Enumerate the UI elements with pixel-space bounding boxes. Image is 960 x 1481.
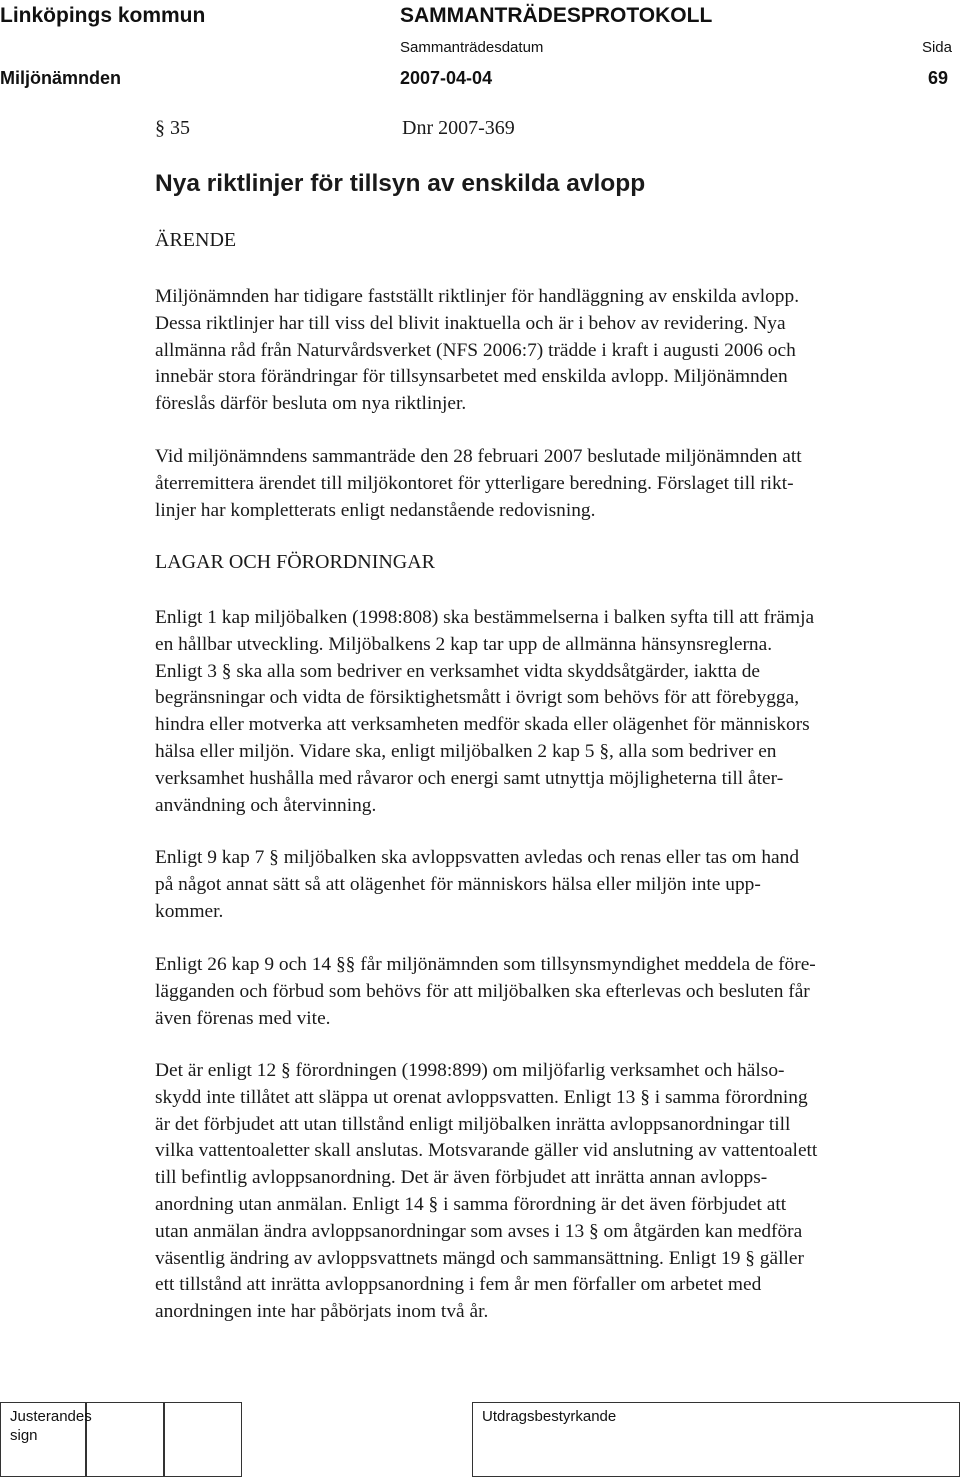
text-line: hälsa eller miljön. Vidare ska, enligt miljöbalken 2 kap 5 §, alla som bedriver en xyxy=(155,740,777,762)
text-line: Enligt 1 kap miljöbalken (1998:808) ska bestämmelserna i balken syfta till att främja xyxy=(155,607,815,628)
committee-name: Miljönämnden xyxy=(0,68,121,88)
text-line: Enligt 3 § ska alla som bedriver en verksamhet vidta skyddsåtgärder, iaktta de xyxy=(155,660,761,682)
text-line: begränsningar och vidta de försiktighetsmått i övrigt som behövs för att förebygga, xyxy=(155,687,800,709)
text-line: Vid miljönämndens sammanträde den 28 februari 2007 beslutade miljönämnden att xyxy=(155,446,802,467)
section-number: § 35 xyxy=(155,117,190,139)
paragraph-miljobalken xyxy=(155,605,955,819)
text-line: vilka vattentoaletter skall anslutas. Motsvarande gäller vid anslutning av vattentoalett xyxy=(155,1140,818,1162)
label-lagar: LAGAR OCH FÖRORDNINGAR xyxy=(155,551,436,573)
paragraph-forordning xyxy=(155,1058,955,1326)
text-line: väsentlig ändring av avloppsvattnets mängd och sammansättning. Enligt 19 § gäller xyxy=(155,1247,804,1269)
justerandes-label: Justerandes xyxy=(10,1408,92,1425)
text-line: lägganden och förbud som behövs för att miljöbalken ska efterlevas och besluten får xyxy=(155,980,810,1002)
signature-footer xyxy=(0,1402,960,1479)
paragraph-background xyxy=(155,284,955,418)
text-line: en hållbar utveckling. Miljöbalkens 2 kap tar upp de allmänna hänsynsreglerna. xyxy=(155,633,773,655)
text-line: innebär stora förändringar för tillsynsarbetet med enskilda avlopp. Miljönämnden xyxy=(155,366,788,388)
signature-box xyxy=(86,1402,164,1477)
text-line: kommer. xyxy=(155,900,224,922)
section-title: Nya riktlinjer för tillsyn av enskilda avlopp xyxy=(155,170,646,197)
text-line: verksamhet hushålla med råvaror och energi samt utnyttja möjligheterna till åter- xyxy=(155,767,784,789)
text-line: användning och återvinning. xyxy=(155,794,377,816)
text-line: utan anmälan ändra avloppsanordningar som avses i 13 § om åtgärden kan medföra xyxy=(155,1220,803,1242)
meeting-date: 2007-04-04 xyxy=(400,68,493,88)
text-line: hindra eller motverka att verksamheten medför skada eller olägenhet för människors xyxy=(155,714,810,736)
section-line xyxy=(155,117,515,140)
label-arende: ÄRENDE xyxy=(155,229,237,251)
text-line: linjer har kompletterats enligt nedanstående redovisning. xyxy=(155,499,596,521)
page-label: Sida xyxy=(921,39,952,56)
text-line: återremittera ärendet till miljökontoret för ytterligare beredning. Förslaget till rikt- xyxy=(155,472,794,494)
text-line: på något annat sätt så att olägenhet för människors hälsa eller miljön inte upp- xyxy=(155,873,761,895)
signature-box xyxy=(164,1402,242,1477)
paragraph-kap26 xyxy=(155,952,955,1032)
diary-number: Dnr 2007-369 xyxy=(402,117,515,139)
paragraph-kap9 xyxy=(155,845,955,925)
date-label: Sammanträdesdatum xyxy=(400,39,544,56)
utdragsbestyrkande-label: Utdragsbestyrkande xyxy=(482,1408,617,1425)
text-line: anordningen inte har påbörjats inom två år. xyxy=(155,1301,489,1323)
text-line: Enligt 9 kap 7 § miljöbalken ska avloppsvatten avledas och renas eller tas om hand xyxy=(155,847,800,868)
text-line: skydd inte tillåtet att släppa ut orenat avloppsvatten. Enligt 13 § i samma förordning xyxy=(155,1086,808,1108)
text-line: Dessa riktlinjer har till viss del blivit inaktuella och är i behov av revidering. Nya xyxy=(155,312,786,334)
organization-name: Linköpings kommun xyxy=(0,4,206,27)
text-line: föreslås därför besluta om nya riktlinjer. xyxy=(155,393,467,415)
text-line: allmänna råd från Naturvårdsverket (NFS 2006:7) trädde i kraft i augusti 2006 och xyxy=(155,339,796,361)
text-line: Det är enligt 12 § förordningen (1998:899) om miljöfarlig verksamhet och hälso- xyxy=(155,1060,785,1081)
text-line: till befintlig avloppsanordning. Det är även förbjudet att inrätta annan avlopps- xyxy=(155,1167,768,1189)
text-line: anordning utan anmälan. Enligt 14 § i samma förordning är det även förbjudet att xyxy=(155,1193,787,1215)
text-line: Miljönämnden har tidigare fastställt riktlinjer för handläggning av enskilda avlopp. xyxy=(155,286,800,307)
text-line: även förenas med vite. xyxy=(155,1007,331,1029)
sign-label: sign xyxy=(10,1427,38,1444)
paragraph-remittance xyxy=(155,444,955,524)
text-line: är det förbjudet att utan tillstånd enligt miljöbalken inrätta avloppsanordningar till xyxy=(155,1113,791,1135)
document-type: SAMMANTRÄDESPROTOKOLL xyxy=(400,4,713,27)
text-line: Enligt 26 kap 9 och 14 §§ får miljönämnden som tillsynsmyndighet meddela de före- xyxy=(155,954,816,975)
text-line: ett tillstånd att inrätta avloppsanordning i fem år men förfaller om arbetet med xyxy=(155,1274,762,1296)
page-number: 69 xyxy=(927,68,948,88)
